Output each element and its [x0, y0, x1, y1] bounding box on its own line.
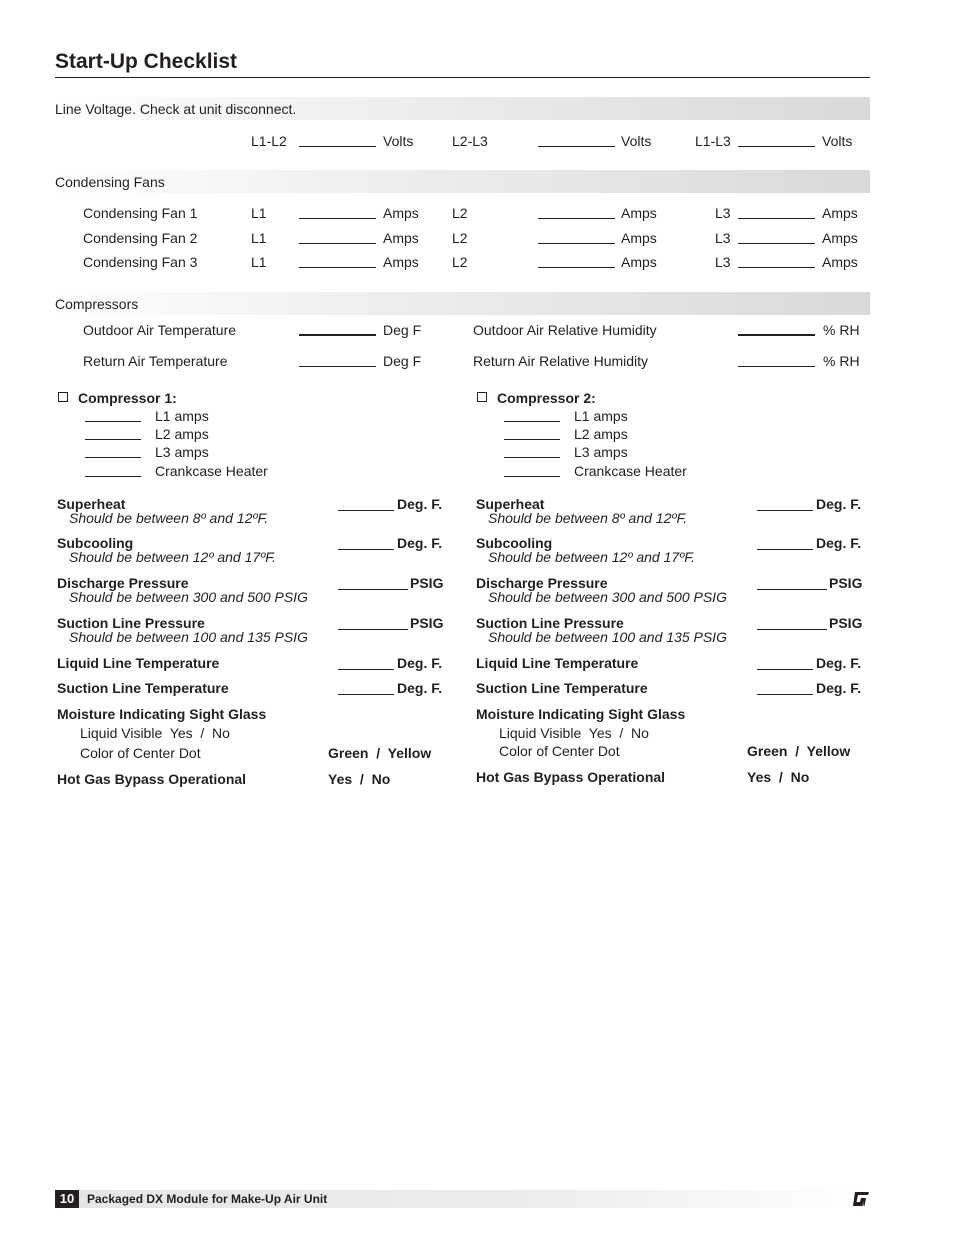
discharge-pressure-unit: PSIG — [410, 575, 444, 591]
voltage-label-l1-l3: L1-L3 — [695, 133, 731, 149]
amps-unit: Amps — [621, 230, 657, 246]
amps-unit: Amps — [822, 230, 858, 246]
leg-label: L3 — [715, 254, 731, 270]
center-dot-options: Green / Yellow — [328, 745, 432, 761]
leg-label: L2 — [452, 230, 468, 246]
return-air-temperature-label: Return Air Temperature — [83, 353, 228, 369]
amps-blank[interactable] — [538, 218, 615, 219]
rh-unit: % RH — [823, 322, 860, 338]
amps-blank[interactable] — [299, 267, 376, 268]
amps-blank[interactable] — [738, 243, 815, 244]
leg-label: L3 — [715, 230, 731, 246]
amps-blank[interactable] — [738, 218, 815, 219]
condensing-fan-label: Condensing Fan 3 — [83, 254, 198, 270]
amps-unit: Amps — [621, 254, 657, 270]
subcooling-unit: Deg. F. — [397, 535, 443, 551]
l1-amps-blank[interactable] — [504, 421, 560, 422]
compressors-section-header — [55, 292, 870, 315]
leg-label: L1 — [251, 254, 267, 270]
voltage-blank-l2-l3[interactable] — [538, 146, 615, 147]
liquid-line-temperature-unit: Deg. F. — [816, 655, 862, 671]
page-number: 10 — [55, 1190, 79, 1208]
compressor-2-label: Compressor 2: — [497, 390, 596, 406]
return-air-rh-blank[interactable] — [738, 366, 815, 367]
liquid-line-temperature-label: Liquid Line Temperature — [476, 655, 639, 671]
outdoor-air-rh-label: Outdoor Air Relative Humidity — [473, 322, 657, 338]
l3-amps-label: L3 amps — [574, 444, 628, 460]
suction-line-temperature-label: Suction Line Temperature — [57, 680, 229, 696]
suction-line-temperature-unit: Deg. F. — [397, 680, 443, 696]
l2-amps-label: L2 amps — [574, 426, 628, 442]
liquid-line-temperature-unit: Deg. F. — [397, 655, 443, 671]
amps-unit: Amps — [822, 205, 858, 221]
amps-unit: Amps — [621, 205, 657, 221]
line-voltage-section-header — [55, 97, 870, 120]
superheat-unit: Deg. F. — [397, 496, 443, 512]
liquid-line-temperature-blank[interactable] — [338, 669, 394, 670]
crankcase-heater-label: Crankcase Heater — [155, 463, 268, 479]
l1-amps-blank[interactable] — [85, 421, 141, 422]
sight-glass-label: Moisture Indicating Sight Glass — [476, 706, 686, 722]
condensing-fans-heading: Condensing Fans — [55, 174, 165, 190]
subcooling-blank[interactable] — [338, 549, 394, 550]
l2-amps-label: L2 amps — [155, 426, 209, 442]
discharge-pressure-blank[interactable] — [338, 589, 408, 590]
leg-label: L3 — [715, 205, 731, 221]
voltage-blank-l1-l3[interactable] — [738, 146, 815, 147]
suction-line-pressure-unit: PSIG — [829, 615, 863, 631]
center-dot-label: Color of Center Dot — [80, 745, 201, 761]
compressor-2-checkbox[interactable] — [477, 392, 487, 402]
subcooling-blank[interactable] — [757, 549, 813, 550]
crankcase-heater-label: Crankcase Heater — [574, 463, 687, 479]
suction-line-pressure-blank[interactable] — [757, 629, 827, 630]
liquid-visible-label: Liquid Visible Yes / No — [80, 725, 230, 741]
amps-blank[interactable] — [299, 243, 376, 244]
hot-gas-bypass-label: Hot Gas Bypass Operational — [476, 769, 666, 785]
hot-gas-bypass-options: Yes / No — [328, 771, 391, 787]
footer-title: Packaged DX Module for Make-Up Air Unit — [87, 1192, 328, 1206]
discharge-pressure-label: Discharge Pressure — [57, 575, 189, 591]
suction-line-temperature-blank[interactable] — [338, 694, 394, 695]
discharge-pressure-label: Discharge Pressure — [476, 575, 608, 591]
superheat-label: Superheat — [476, 496, 545, 512]
condensing-fans-section-header — [55, 170, 870, 193]
superheat-blank[interactable] — [757, 510, 813, 511]
discharge-pressure-unit: PSIG — [829, 575, 863, 591]
suction-line-temperature-blank[interactable] — [757, 694, 813, 695]
center-dot-options: Green / Yellow — [747, 743, 851, 759]
voltage-label-l1-l2: L1-L2 — [251, 133, 287, 149]
liquid-visible-label: Liquid Visible Yes / No — [499, 725, 649, 741]
outdoor-air-temperature-label: Outdoor Air Temperature — [83, 322, 237, 338]
condensing-fan-label: Condensing Fan 2 — [83, 230, 198, 246]
amps-blank[interactable] — [538, 267, 615, 268]
subcooling-note: Should be between 12º and 17ºF. — [488, 549, 695, 565]
discharge-pressure-note: Should be between 300 and 500 PSIG — [488, 589, 727, 605]
superheat-unit: Deg. F. — [816, 496, 862, 512]
amps-unit: Amps — [822, 254, 858, 270]
liquid-line-temperature-blank[interactable] — [757, 669, 813, 670]
l3-amps-blank[interactable] — [504, 457, 560, 458]
suction-line-pressure-note: Should be between 100 and 135 PSIG — [488, 629, 727, 645]
subcooling-unit: Deg. F. — [816, 535, 862, 551]
suction-line-pressure-label: Suction Line Pressure — [476, 615, 624, 631]
return-air-rh-label: Return Air Relative Humidity — [473, 353, 649, 369]
l3-amps-blank[interactable] — [85, 457, 141, 458]
condensing-fan-label: Condensing Fan 1 — [83, 205, 198, 221]
amps-blank[interactable] — [538, 243, 615, 244]
hot-gas-bypass-options: Yes / No — [747, 769, 810, 785]
compressor-1-label: Compressor 1: — [78, 390, 177, 406]
subcooling-label: Subcooling — [476, 535, 553, 551]
hot-gas-bypass-label: Hot Gas Bypass Operational — [57, 771, 247, 787]
crankcase-heater-blank[interactable] — [85, 476, 141, 477]
leg-label: L1 — [251, 205, 267, 221]
outdoor-air-rh-blank[interactable] — [738, 334, 815, 336]
center-dot-label: Color of Center Dot — [499, 743, 620, 759]
leg-label: L2 — [452, 205, 468, 221]
suction-line-temperature-label: Suction Line Temperature — [476, 680, 648, 696]
l2-amps-blank[interactable] — [504, 439, 560, 440]
suction-line-pressure-note: Should be between 100 and 135 PSIG — [69, 629, 308, 645]
amps-unit: Amps — [383, 254, 419, 270]
suction-line-temperature-unit: Deg. F. — [816, 680, 862, 696]
subcooling-label: Subcooling — [57, 535, 134, 551]
outdoor-air-temperature-blank[interactable] — [299, 334, 376, 336]
sight-glass-label: Moisture Indicating Sight Glass — [57, 706, 267, 722]
discharge-pressure-blank[interactable] — [757, 589, 827, 590]
compressors-heading: Compressors — [55, 296, 139, 312]
liquid-line-temperature-label: Liquid Line Temperature — [57, 655, 220, 671]
amps-blank[interactable] — [299, 218, 376, 219]
crankcase-heater-blank[interactable] — [504, 476, 560, 477]
line-voltage-heading: Line Voltage. Check at unit disconnect. — [55, 101, 297, 117]
rh-unit: % RH — [823, 353, 860, 369]
compressor-1-checkbox[interactable] — [58, 392, 68, 402]
l1-amps-label: L1 amps — [574, 408, 628, 424]
voltage-label-l2-l3: L2-L3 — [452, 133, 488, 149]
suction-line-pressure-unit: PSIG — [410, 615, 444, 631]
amps-blank[interactable] — [738, 267, 815, 268]
voltage-unit: Volts — [822, 133, 853, 149]
l2-amps-blank[interactable] — [85, 439, 141, 440]
l1-amps-label: L1 amps — [155, 408, 209, 424]
deg-f-unit: Deg F — [383, 322, 422, 338]
amps-unit: Amps — [383, 205, 419, 221]
leg-label: L2 — [452, 254, 468, 270]
voltage-unit: Volts — [383, 133, 414, 149]
subcooling-note: Should be between 12º and 17ºF. — [69, 549, 276, 565]
superheat-note: Should be between 8º and 12ºF. — [69, 510, 269, 526]
voltage-unit: Volts — [621, 133, 652, 149]
page-title: Start-Up Checklist — [55, 50, 238, 73]
suction-line-pressure-blank[interactable] — [338, 629, 408, 630]
superheat-label: Superheat — [57, 496, 126, 512]
greenheck-logo-icon — [852, 1191, 870, 1210]
superheat-note: Should be between 8º and 12ºF. — [488, 510, 688, 526]
l3-amps-label: L3 amps — [155, 444, 209, 460]
return-air-temperature-blank[interactable] — [299, 366, 376, 367]
deg-f-unit: Deg F — [383, 353, 422, 369]
amps-unit: Amps — [383, 230, 419, 246]
superheat-blank[interactable] — [338, 510, 394, 511]
leg-label: L1 — [251, 230, 267, 246]
suction-line-pressure-label: Suction Line Pressure — [57, 615, 205, 631]
title-divider — [55, 77, 870, 78]
voltage-blank-l1-l2[interactable] — [299, 146, 376, 147]
discharge-pressure-note: Should be between 300 and 500 PSIG — [69, 589, 308, 605]
